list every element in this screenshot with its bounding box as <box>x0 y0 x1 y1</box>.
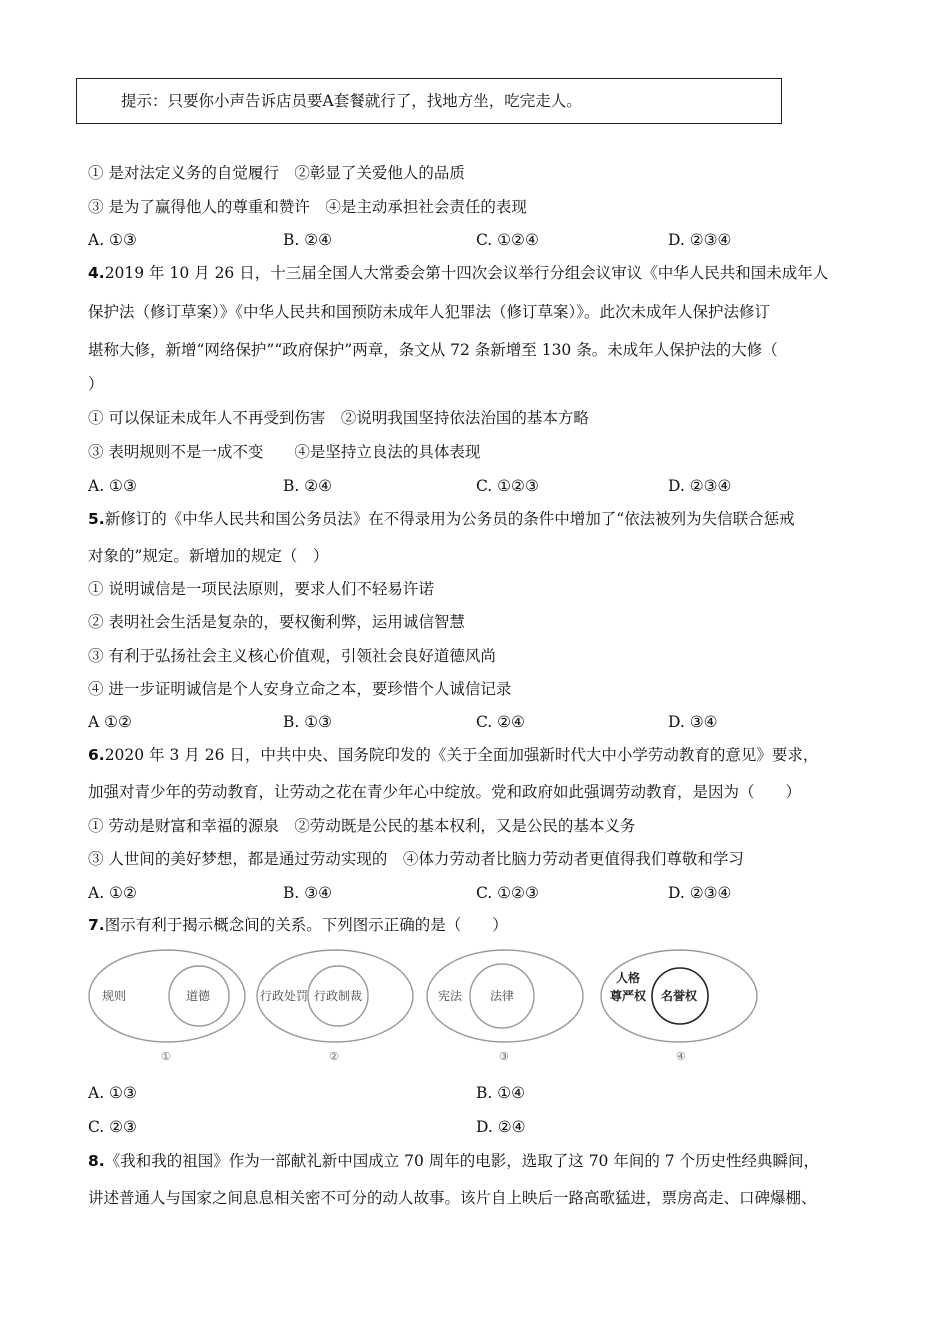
q5-number: 5. <box>88 510 105 528</box>
diagram-2-label: ② <box>329 1050 339 1063</box>
diagram-1-label: ① <box>161 1050 171 1063</box>
q7-number: 7. <box>88 916 105 934</box>
q3-statement-2: ③ 是为了赢得他人的尊重和赞许 ④是主动承担社会责任的表现 <box>88 198 527 216</box>
q7-option-b: B. ①④ <box>476 1084 526 1102</box>
q4-option-d: D. ②③④ <box>668 477 732 495</box>
q4-option-a: A. ①③ <box>88 477 137 495</box>
diagram-1-outer-text: 规则 <box>102 989 127 1003</box>
q4-statement-2: ③ 表明规则不是一成不变 ④是坚持立良法的具体表现 <box>88 443 481 461</box>
q3-option-a: A. ①③ <box>88 231 137 249</box>
q5-statement-4: ④ 进一步证明诚信是个人安身立命之本，要珍惜个人诚信记录 <box>88 680 512 698</box>
q6-stem-line-2: 加强对青少年的劳动教育，让劳动之花在青少年心中绽放。党和政府如此强调劳动教育，是因为（ ） <box>88 783 802 801</box>
q6-stem-line-1: 6.2020 年 3 月 26 日，中共中央、国务院印发的《关于全面加强新时代大中小学劳动教育的意见》要求， <box>88 746 819 764</box>
diagram-4 <box>598 948 760 1066</box>
diagram-2-inner-text: 行政制裁 <box>314 989 363 1003</box>
q4-option-c: C. ①②③ <box>476 477 539 495</box>
q6-option-d: D. ②③④ <box>668 884 732 902</box>
diagram-3-label: ③ <box>499 1050 509 1063</box>
diagram-4-inner-text: 名誉权 <box>661 989 698 1003</box>
q8-stem-line-1: 8.《我和我的祖国》作为一部献礼新中国成立 70 周年的电影，选取了这 70 年间的 7 个历史性经典瞬间， <box>88 1152 820 1170</box>
q5-statement-3: ③ 有利于弘扬社会主义核心价值观，引领社会良好道德风尚 <box>88 647 496 665</box>
q5-stem-line-2: 对象的”规定。新增加的规定（ ） <box>88 547 329 565</box>
q4-number: 4. <box>88 264 105 282</box>
q5-option-c: C. ②④ <box>476 713 525 731</box>
diagram-3-outer-text: 宪法 <box>438 989 463 1003</box>
q6-option-a: A. ①② <box>88 884 137 902</box>
q6-statement-2: ③ 人世间的美好梦想，都是通过劳动实现的 ④体力劳动者比脑力劳动者更值得我们尊敬和学习 <box>88 850 744 868</box>
diagram-4-outer-text-top: 人格 <box>616 971 641 985</box>
q4-option-b: B. ②④ <box>283 477 333 495</box>
diagram-3-inner-text: 法律 <box>490 989 515 1003</box>
q5-option-b: B. ①③ <box>283 713 333 731</box>
diagram-2 <box>254 948 416 1066</box>
q7-option-d: D. ②④ <box>476 1118 526 1136</box>
q6-number: 6. <box>88 746 105 764</box>
q4-statement-1: ① 可以保证未成年人不再受到伤害 ②说明我国坚持依法治国的基本方略 <box>88 409 589 427</box>
q6-statement-1: ① 劳动是财富和幸福的源泉 ②劳动既是公民的基本权利，又是公民的基本义务 <box>88 817 636 835</box>
q4-stem-line-3: 堪称大修，新增“网络保护”“政府保护”两章，条文从 72 条新增至 130 条。未成年人保护法的大修（ <box>88 341 778 359</box>
hint-box <box>76 78 782 124</box>
q5-statement-2: ② 表明社会生活是复杂的，要权衡利弊，运用诚信智慧 <box>88 613 465 631</box>
q8-stem-line-2: 讲述普通人与国家之间息息相关密不可分的动人故事。该片自上映后一路高歌猛进，票房高走、口碑爆棚、 <box>88 1189 817 1207</box>
q6-option-b: B. ③④ <box>283 884 333 902</box>
q3-statement-1: ① 是对法定义务的自觉履行 ②彰显了关爱他人的品质 <box>88 164 465 182</box>
diagram-2-outer-text: 行政处罚 <box>260 989 309 1003</box>
q3-option-c: C. ①②④ <box>476 231 539 249</box>
diagram-1 <box>86 948 248 1066</box>
q4-stem-line-4: ） <box>88 375 104 393</box>
q4-stem-line-2: 保护法（修订草案）》《中华人民共和国预防未成年人犯罪法（修订草案）》。此次未成年人保护法修订 <box>88 303 771 321</box>
q3-option-b: B. ②④ <box>283 231 333 249</box>
diagram-1-inner-text: 道德 <box>186 989 211 1003</box>
q8-number: 8. <box>88 1152 105 1170</box>
hint-text: 提示：只要你小声告诉店员要A套餐就行了，找地方坐，吃完走人。 <box>121 92 582 110</box>
q5-option-a: A ①② <box>88 713 132 731</box>
q7-stem-line-1: 7.图示有利于揭示概念间的关系。下列图示正确的是（ ） <box>88 916 508 934</box>
q5-option-d: D. ③④ <box>668 713 718 731</box>
diagram-3 <box>424 948 586 1066</box>
q7-option-c: C. ②③ <box>88 1118 137 1136</box>
q6-option-c: C. ①②③ <box>476 884 539 902</box>
q5-statement-1: ① 说明诚信是一项民法原则，要求人们不轻易许诺 <box>88 580 434 598</box>
q7-option-a: A. ①③ <box>88 1084 137 1102</box>
q5-stem-line-1: 5.新修订的《中华人民共和国公务员法》在不得录用为公务员的条件中增加了“依法被列为失信联合惩戒 <box>88 510 795 528</box>
diagram-4-label: ④ <box>676 1050 686 1063</box>
q3-option-d: D. ②③④ <box>668 231 732 249</box>
q4-stem-line-1: 4.2019 年 10 月 26 日，十三届全国人大常委会第十四次会议举行分组会议审议《中华人民共和国未成年人 <box>88 264 829 282</box>
diagram-4-outer-text-bottom: 尊严权 <box>610 989 647 1003</box>
